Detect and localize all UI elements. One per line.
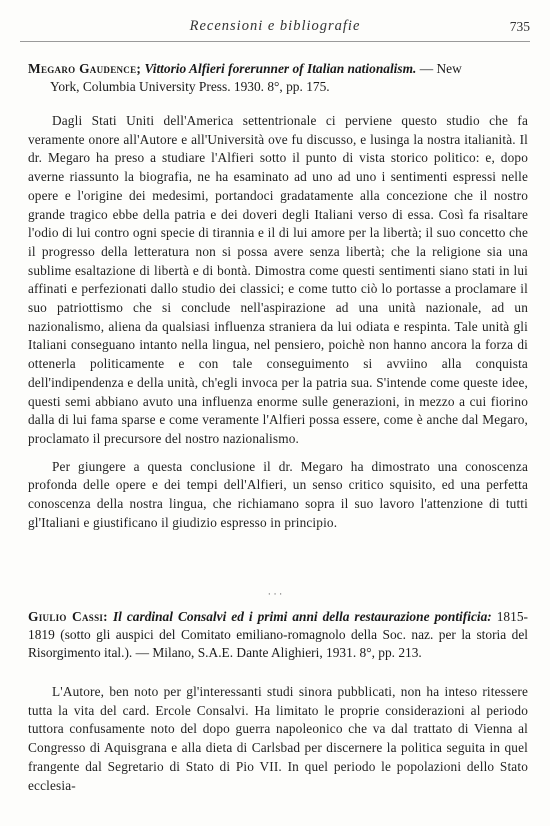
review-citation-rest-line2: York, Columbia University Press. 1930. 8°, pp. 175. bbox=[50, 79, 330, 94]
review-author: Giulio Cassi: bbox=[28, 609, 108, 624]
section-divider: · · · bbox=[267, 590, 283, 600]
review-paragraph: Dagli Stati Uniti dell'America settentrionale ci perviene questo studio che fa veramente onore all'Autore e all'Università ove fu discusso, e lusinga la nostra italianità. Il dr. Megaro ha preso a studiare l'Alfieri sotto il punto di vista storico politico: e, dopo averne riassunto la biografia, ne ha esaminato ad uno ad uno i sentimenti espressi nelle opere e l'origine dei medesimi, portandoci gradatamente alla concezione che il nostro grande tragico ebbe della patria e dei doveri degli Italiani verso di essa. Così fa risaltare l'odio di lui contro ogni specie di tirannia e il di lui amore per la libertà; il suo concetto che il progresso della letteratura non si possa avere senza libertà; che la religione sia una sublime esaltazione di libertà e di bontà. Dimostra come questi sentimenti siano stati in lui affinati e perfezionati dallo studio dei classici; e come tutto ciò lo portasse a proclamare il suo patriottismo che si conclude nell'aspirazione ad una unità nazionale, ad un nazionalismo, aliena da qualsiasi influenza straniera da lui odiata e respinta. Tale unità gli Italiani conseguano intanto nella lingua, nel pensiero, poichè non hanno ancora la forza di ottenerla politicamente e con tale conseguimento si avviino alla conquista dell'indipendenza e della unità, ch'egli invoca per la patria sua. S'intende come queste idee, questi semi abbiano avuto una influenza enorme sulle generazioni, in mezzo a cui fiorino dalla di lui fama sparse e come veramente l'Alfieri possa essere, come è anche dal Megaro, proclamato il precursore del nostro nazionalismo. bbox=[28, 113, 528, 446]
running-head bbox=[0, 18, 550, 40]
review-paragraph: L'Autore, ben noto per gl'interessanti studi sinora pubblicati, non ha inteso ritessere tutta la vita del card. Ercole Consalvi. Ha limitato le proprie considerazioni al periodo tuttora confusamente noto del dopo guerra napoleonico che va dal trattato di Vienna al Congresso di Aquisgrana e alla dieta di Carlsbad per discernere la politica seguita in quel frangente dal Segretario di Stato di Pio VII. In quel periodo le popolazioni dello Stato ecclesia- bbox=[28, 684, 528, 793]
review-citation bbox=[28, 608, 528, 662]
review-cassi bbox=[28, 608, 528, 795]
review-work-title: Vittorio Alfieri forerunner of Italian nationalism. bbox=[144, 61, 417, 76]
review-megaro bbox=[28, 60, 528, 532]
review-paragraph: Per giungere a questa conclusione il dr. Megaro ha dimostrato una conoscenza profonda delle opere e dei tempi dell'Alfieri, un senso critico squisito, ed una perfetta conoscenza della nostra lingua, che richiamano sopra il suo lavoro l'attenzione di tutti gl'Italiani e giustificano il giudizio espresso in principio. bbox=[28, 458, 528, 530]
review-citation-rest: 1815-1819 (sotto gli auspici del Comitato emiliano-romagnolo della Soc. naz. per la storia del Risorgimento ital.). — Milano, S.A.E. Dante Alighieri, 1931. 8°, pp. 213. bbox=[28, 609, 528, 660]
review-author: Megaro Gaudence; bbox=[28, 61, 142, 76]
page-number: 735 bbox=[509, 19, 530, 34]
review-work-title: Il cardinal Consalvi ed i primi anni della restaurazione pontificia: bbox=[112, 609, 492, 624]
running-title: Recensioni e bibliografie bbox=[189, 18, 361, 34]
review-citation-rest-line1: — New bbox=[416, 61, 462, 76]
review-citation bbox=[28, 60, 528, 96]
header-rule bbox=[20, 41, 530, 42]
